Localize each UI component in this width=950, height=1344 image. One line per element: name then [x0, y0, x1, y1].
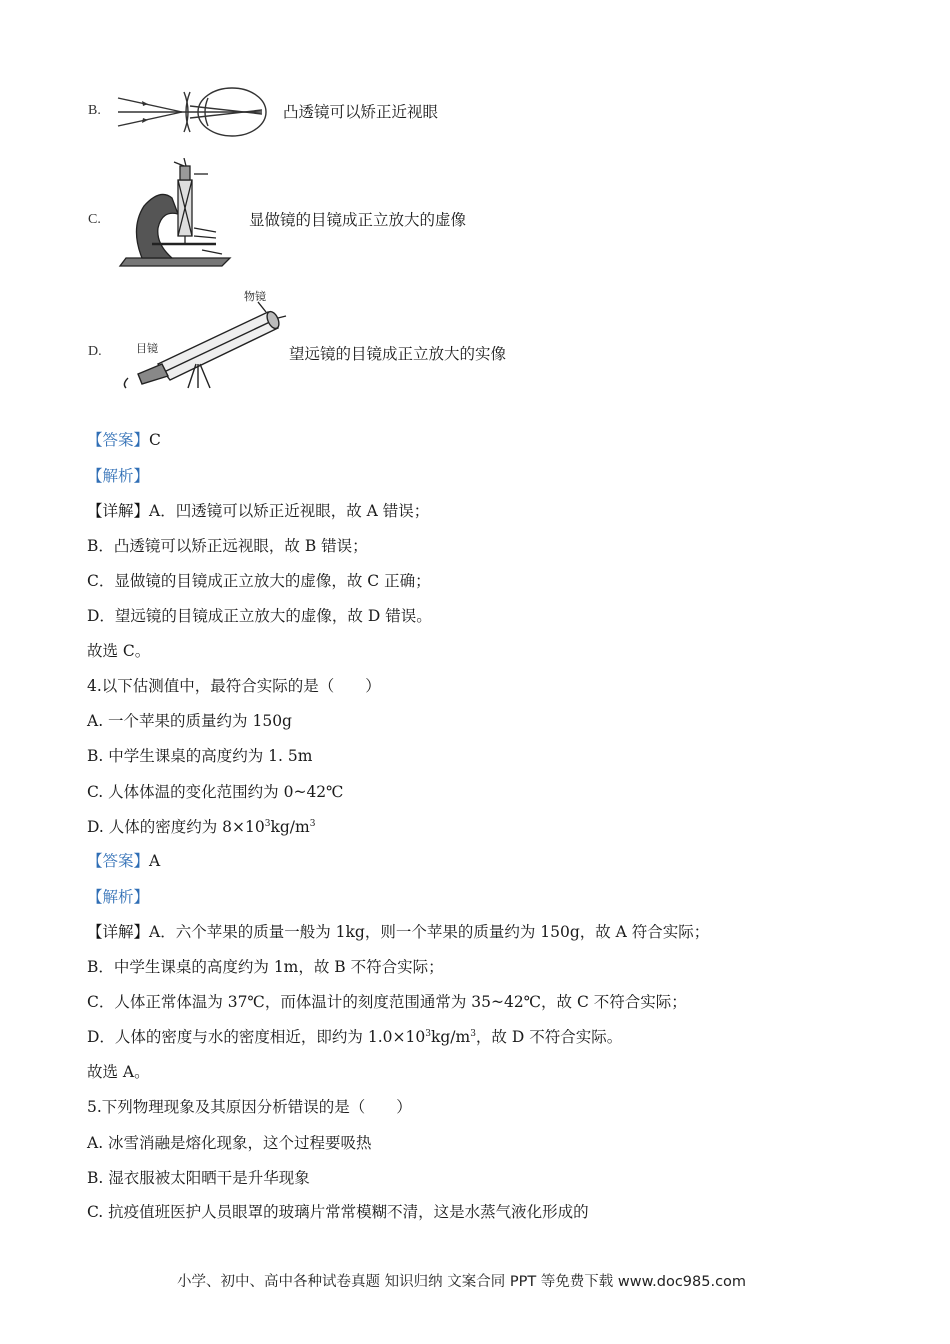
q4-answer-tag: 【答案】 [87, 852, 150, 870]
q4-option-c: C. 人体体温的变化范围约为 0~42℃ [87, 783, 344, 801]
option-d-letter: D. [88, 344, 102, 359]
option-c-caption: 显做镜的目镜成正立放大的虚像 [249, 211, 467, 229]
q3-detail-line-3: C．显做镜的目镜成正立放大的虚像，故 C 正确； [87, 572, 431, 590]
page-footer: 小学、初中、高中各种试卷真题 知识归纳 文案合同 PPT 等免费下载 www.doc985.com [177, 1274, 747, 1290]
q4-analysis-tag: 【解析】 [87, 888, 150, 906]
option-b-letter: B. [88, 103, 101, 118]
q5-option-b: B. 湿衣服被太阳晒干是升华现象 [87, 1169, 310, 1187]
q4-detail-line-4 [87, 1025, 622, 1047]
q4-detail-text-4: D．人体的密度与水的密度相近，即约为 1.0×10 [87, 1028, 426, 1046]
q3-detail-line-1 [87, 499, 429, 521]
telescope-diagram [118, 288, 288, 390]
q4-detail-exp: 3 [425, 1028, 431, 1039]
q3-detail-line-4: D．望远镜的目镜成正立放大的虚像，故 D 错误。 [87, 607, 432, 625]
q5-stem: 5.下列物理现象及其原因分析错误的是（ ） [87, 1098, 412, 1116]
q3-answer-tag: 【答案】 [87, 431, 150, 449]
eyepiece-label: 目镜 [136, 342, 158, 355]
q4-option-d-text: D. 人体的密度约为 8×10 [87, 818, 265, 836]
q4-detail-unit: kg/m [430, 1028, 471, 1046]
q4-detail-text-1: A．六个苹果的质量一般为 1kg，则一个苹果的质量约为 150g，故 A 符合实际； [149, 923, 710, 941]
microscope-diagram [112, 158, 247, 270]
q3-analysis-tag: 【解析】 [87, 467, 150, 485]
q4-answer-value: A [149, 852, 161, 870]
q4-detail-unit-exp: 3 [470, 1028, 476, 1039]
q5-option-c: C. 抗疫值班医护人员眼罩的玻璃片常常模糊不清，这是水蒸气液化形成的 [87, 1203, 589, 1221]
q4-option-d-unit-exp: 3 [309, 818, 316, 829]
q4-option-d-unit: kg/m [270, 818, 310, 836]
q3-answer-value: C [149, 431, 161, 449]
option-d-caption: 望远镜的目镜成正立放大的实像 [289, 345, 507, 363]
q4-option-b: B. 中学生课桌的高度约为 1. 5m [87, 747, 313, 765]
q4-option-a: A. 一个苹果的质量约为 150g [87, 712, 292, 730]
q4-stem: 4.以下估测值中，最符合实际的是（ ） [87, 677, 381, 695]
q4-detail-tag: 【详解】 [87, 923, 150, 941]
option-b-caption: 凸透镜可以矫正近视眼 [283, 103, 439, 121]
option-c-letter: C. [88, 212, 101, 227]
q4-answer [87, 849, 160, 871]
q4-detail-line-1 [87, 920, 709, 942]
q4-option-d-exp: 3 [264, 818, 271, 829]
q3-detail-text-1: A．凹透镜可以矫正近视眼，故 A 错误； [149, 502, 430, 520]
eye-lens-diagram [112, 84, 277, 140]
q4-option-d [87, 815, 315, 837]
q3-conclusion: 故选 C。 [87, 642, 151, 660]
q5-option-a: A. 冰雪消融是熔化现象，这个过程要吸热 [87, 1134, 372, 1152]
q4-detail-line-2: B．中学生课桌的高度约为 1m，故 B 不符合实际； [87, 958, 444, 976]
q3-answer [87, 428, 161, 450]
q3-detail-line-2: B．凸透镜可以矫正远视眼，故 B 错误； [87, 537, 368, 555]
q4-conclusion: 故选 A。 [87, 1063, 150, 1081]
q4-detail-line-3: C．人体正常体温为 37℃，而体温计的刻度范围通常为 35~42℃，故 C 不符合实际； [87, 993, 687, 1011]
q4-detail-suffix: ，故 D 不符合实际。 [475, 1028, 623, 1046]
q3-detail-tag: 【详解】 [87, 502, 150, 520]
objective-label: 物镜 [244, 290, 266, 303]
